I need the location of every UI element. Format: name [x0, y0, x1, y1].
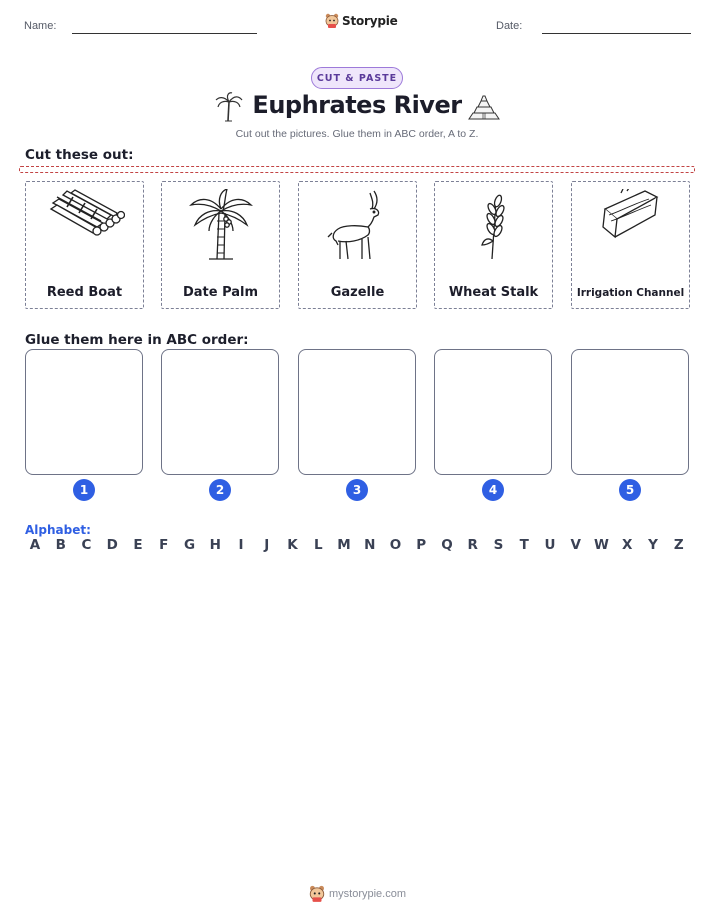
slot-number-3: 3 [346, 479, 368, 501]
alphabet-letter: U [544, 537, 556, 553]
alphabet-letter: C [81, 537, 92, 553]
alphabet-letter: Q [441, 537, 453, 553]
glue-slot-2[interactable] [161, 349, 279, 475]
alphabet-letter: G [183, 537, 196, 553]
cut-line [19, 166, 695, 173]
glue-slot-5[interactable] [571, 349, 689, 475]
glue-slot-3[interactable] [298, 349, 416, 475]
storypie-mascot-icon [309, 885, 325, 903]
footer-site-link[interactable]: mystorypie.com [329, 888, 407, 900]
date-line [542, 33, 691, 34]
glue-slot-1[interactable] [25, 349, 143, 475]
alphabet-letter: E [133, 537, 143, 553]
brand-logo [325, 13, 398, 29]
slot-number-1: 1 [73, 479, 95, 501]
alphabet-letter: I [238, 537, 244, 553]
footer [309, 885, 406, 903]
cut-section-label: Cut these out: [25, 147, 134, 163]
alphabet-letter: N [364, 537, 376, 553]
alphabet-letter: V [570, 537, 581, 553]
alphabet-letter: H [209, 537, 221, 553]
card-label-irrigation-channel: Irrigation Channel [576, 287, 685, 299]
gazelle-icon [318, 189, 398, 261]
alphabet-letter: L [313, 537, 323, 553]
ziggurat-icon [467, 93, 501, 121]
slot-number-4: 4 [482, 479, 504, 501]
date-palm-icon [181, 189, 261, 261]
slot-number-5: 5 [619, 479, 641, 501]
alphabet-letter: Z [673, 537, 684, 553]
irrigation-channel-icon [591, 189, 671, 249]
instructions: Cut out the pictures. Glue them in ABC order, A to Z. [235, 128, 479, 140]
cut-card-wheat-stalk[interactable] [434, 181, 553, 309]
cut-card-reed-boat[interactable] [25, 181, 144, 309]
alphabet-letter: X [622, 537, 633, 553]
alphabet-letter: Y [648, 537, 658, 553]
alphabet-letter: F [159, 537, 169, 553]
card-label-wheat-stalk: Wheat Stalk [448, 285, 539, 300]
alphabet-letter: O [389, 537, 402, 553]
card-label-gazelle: Gazelle [330, 285, 385, 300]
palm-tree-icon [214, 90, 244, 122]
alphabet-letter: M [337, 537, 351, 553]
alphabet-strip [25, 537, 689, 553]
alphabet-label: Alphabet: [25, 523, 91, 537]
alphabet-letter: K [287, 537, 298, 553]
card-label-reed-boat: Reed Boat [46, 285, 123, 300]
name-line [72, 33, 257, 34]
page-title: Euphrates River [252, 91, 462, 119]
alphabet-letter: W [594, 537, 609, 553]
glue-slot-4[interactable] [434, 349, 552, 475]
cut-card-irrigation-channel[interactable] [571, 181, 690, 309]
glue-section-label: Glue them here in ABC order: [25, 332, 249, 348]
storypie-mascot-icon [325, 13, 339, 29]
date-label: Date: [496, 20, 523, 32]
card-label-date-palm: Date Palm [182, 285, 259, 300]
alphabet-letter: S [493, 537, 504, 553]
cut-card-gazelle[interactable] [298, 181, 417, 309]
cut-card-date-palm[interactable] [161, 181, 280, 309]
name-label: Name: [24, 20, 57, 32]
alphabet-letter: A [29, 537, 41, 553]
reed-boat-icon [45, 189, 125, 249]
activity-badge: CUT & PASTE [311, 67, 403, 89]
wheat-stalk-icon [454, 189, 534, 261]
alphabet-letter: R [467, 537, 478, 553]
slot-number-2: 2 [209, 479, 231, 501]
brand-name: Storypie [342, 14, 398, 28]
alphabet-letter: B [55, 537, 66, 553]
alphabet-letter: T [519, 537, 529, 553]
alphabet-letter: P [416, 537, 427, 553]
alphabet-letter: J [264, 537, 270, 553]
alphabet-letter: D [106, 537, 118, 553]
